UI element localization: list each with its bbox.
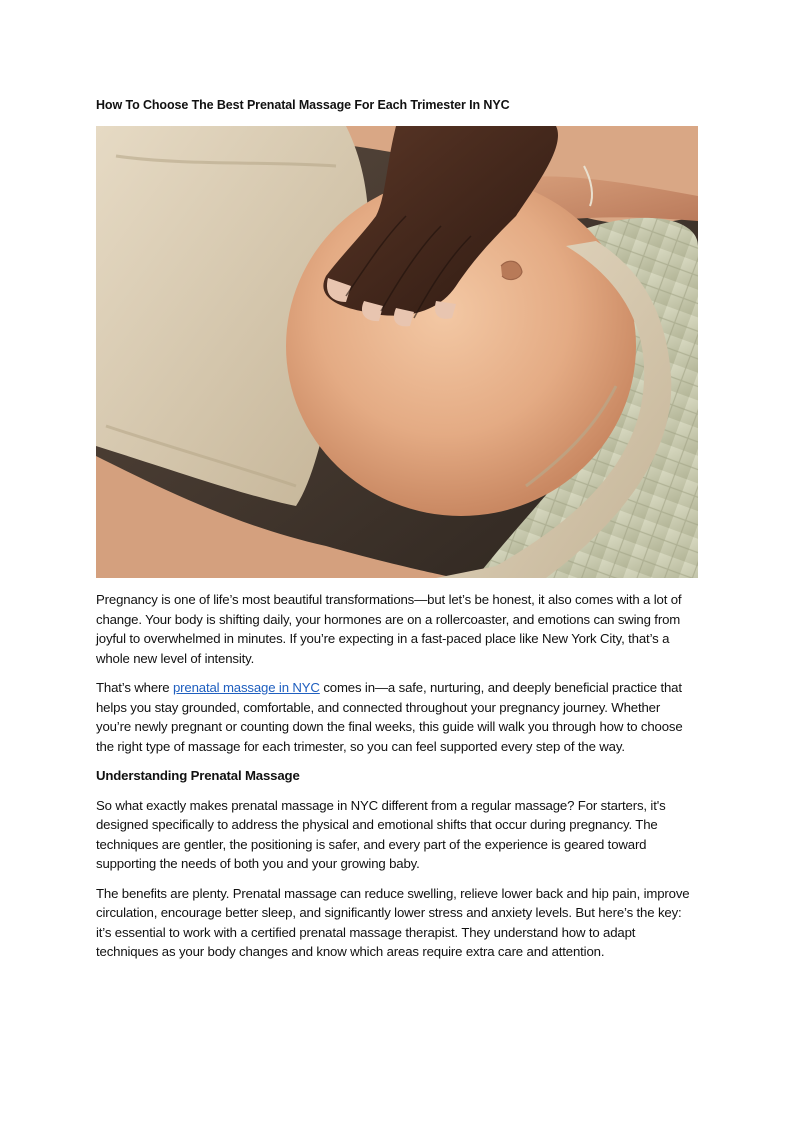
third-paragraph: So what exactly makes prenatal massage in NYC different from a regular massage? For starters, it's designed specifically to address the physical and emotional shifts that occur during pregnancy. The techniques are gentler, the positioning is safer, and every part of the experience is geared toward supporting the needs of both you and your growing baby. — [96, 797, 666, 871]
second-paragraph — [96, 678, 698, 756]
document-page — [96, 96, 698, 962]
second-paragraph-end: comes in—a safe, nurturing, and deeply beneficial practice that helps you stay grounded, comfortable, and connected throughout your pregnancy journey. Whether you’re newly pregnant or counting down the final weeks, this guide will walk you through how to choose the right type of massage for each trimester, so you can feel supported every step of the way. — [96, 680, 683, 754]
intro-paragraph: Pregnancy is one of life’s most beautiful transformations—but let’s be honest, it also comes with a lot of change. Your body is shifting daily, your hormones are on a rollercoaster, and emotions can swing from joyful to overwhelmed in minutes. If you’re expecting in a fast-paced place like New York City, that’s a whole new level of intensity. — [96, 592, 682, 666]
article-title: How To Choose The Best Prenatal Massage For Each Trimester In NYC — [96, 98, 510, 112]
section-heading: Understanding Prenatal Massage — [96, 768, 300, 783]
fourth-paragraph: The benefits are plenty. Prenatal massage can reduce swelling, relieve lower back and hip pain, improve circulation, encourage better sleep, and significantly lower stress and anxiety levels. But here’s the key: it’s essential to work with a certified prenatal massage therapist. They understand how to adapt techniques as your body changes and know which areas require extra care and attention. — [96, 885, 690, 959]
prenatal-massage-nyc-link[interactable]: prenatal massage in NYC — [172, 680, 320, 695]
second-paragraph-start: That’s where — [96, 680, 173, 695]
prenatal-massage-illustration — [96, 126, 698, 578]
hero-photo — [96, 126, 698, 578]
